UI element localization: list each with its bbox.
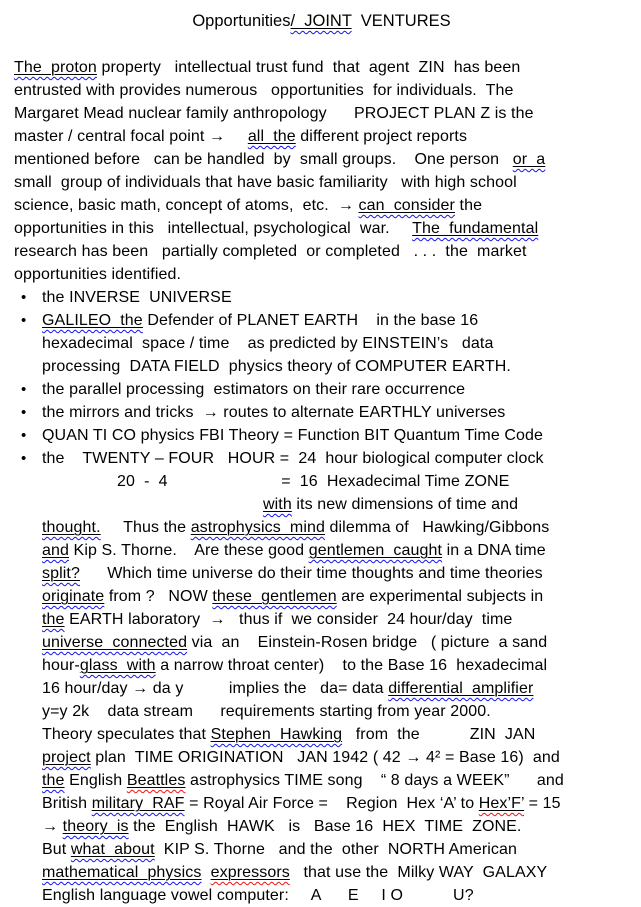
underlined-text: The fundamental (412, 220, 539, 237)
text-line (14, 769, 629, 792)
underlined-text: military RAF (91, 795, 185, 812)
text-segment: different project reports (295, 128, 468, 145)
text-line (14, 332, 629, 355)
bullet-icon: • (21, 427, 27, 444)
text-segment: Which time universe do their time thoughts and time theories (79, 565, 543, 582)
text-segment: small group of individuals that have basic familiarity with high school (14, 174, 517, 191)
text-line (14, 861, 629, 884)
grammar-underlined-text (42, 312, 143, 329)
text-segment: a narrow throat center) to the Base 16 hexadecimal (155, 657, 548, 674)
text-segment: in a DNA time (442, 542, 546, 559)
grammar-underlined-text (412, 220, 538, 237)
text-segment: British (42, 795, 92, 812)
underlined-text: the (42, 772, 65, 789)
grammar-underlined-text (359, 197, 455, 214)
text-line (14, 79, 629, 102)
text-segment: Defender of PLANET EARTH in the base 16 (142, 312, 479, 329)
text-line (14, 240, 629, 263)
text-segment: science, basic math, concept of atoms, etc. → (14, 197, 359, 214)
text-segment: the INVERSE UNIVERSE (42, 289, 232, 306)
text-segment: research has been partially completed or completed . . . the market (14, 243, 527, 260)
text-segment: from the ZIN JAN (342, 726, 536, 743)
text-segment: dilemma of Hawking/Gibbons (324, 519, 550, 536)
document-title (14, 10, 629, 33)
grammar-underlined-text (263, 496, 292, 513)
underlined-text: Stephen Hawking (210, 726, 343, 743)
underlined-text: with (263, 496, 292, 513)
underlined-text: split? (42, 565, 80, 582)
underlined-text: differential amplifier (388, 680, 534, 697)
text-segment: its new dimensions of time and (291, 496, 519, 513)
text-line (14, 792, 629, 815)
text-segment: English language vowel computer: A E I O U? (42, 887, 474, 904)
text-segment: the English HAWK is Base 16 HEX TIME ZONE. (128, 818, 522, 835)
text-segment: QUAN TI CO physics FBI Theory = Function BIT Quantum Time Code (42, 427, 544, 444)
grammar-underlined-text (309, 542, 442, 559)
bullet-line (14, 424, 629, 447)
grammar-underlined-text (42, 864, 202, 881)
text-segment: the mirrors and tricks → routes to alternate EARTHLY universes (42, 404, 506, 421)
underlined-text: can consider (358, 197, 455, 214)
grammar-underlined-text (513, 151, 546, 168)
text-segment: But (42, 841, 71, 858)
text-segment: Kip S. Thorne. Are these good (69, 542, 309, 559)
grammar-underlined-text (63, 818, 129, 835)
text-line (14, 125, 629, 148)
text-line (14, 263, 629, 286)
underlined-text: glass with (79, 657, 156, 674)
bullet-line (14, 309, 629, 332)
grammar-underlined-text (388, 680, 533, 697)
underlined-text: GALILEO the (42, 312, 143, 329)
text-segment: mentioned before can be handled by small groups. One person (14, 151, 513, 168)
grammar-underlined-text (42, 588, 104, 605)
text-segment: hour- (42, 657, 80, 674)
text-segment: astrophysics TIME song “ 8 days a WEEK” and (185, 772, 564, 789)
text-segment: = 15 (524, 795, 561, 812)
spelling-underlined-text (479, 795, 524, 812)
bullet-icon: • (21, 312, 27, 329)
text-line (14, 815, 629, 838)
text-segment: Theory speculates that (42, 726, 211, 743)
text-segment: the TWENTY – FOUR HOUR = 24 hour biological computer clock (42, 450, 544, 467)
grammar-underlined-text (14, 59, 97, 76)
bullet-line (14, 401, 629, 424)
text-segment: Thus the (100, 519, 191, 536)
underlined-text: originate (42, 588, 105, 605)
underlined-text: gentlemen caught (308, 542, 443, 559)
text-segment: KIP S. Thorne and the other NORTH American (154, 841, 518, 858)
bullet-line (14, 447, 629, 470)
text-line (14, 838, 629, 861)
text-line (14, 884, 629, 907)
spelling-underlined-text (211, 864, 290, 881)
grammar-underlined-text (42, 749, 91, 766)
bullet-icon: • (21, 381, 27, 398)
text-line (14, 631, 629, 654)
underlined-text: all the (247, 128, 296, 145)
text-line (14, 608, 629, 631)
text-segment: the (454, 197, 483, 214)
text-segment: processing DATA FIELD physics theory of COMPUTER EARTH. (42, 358, 511, 375)
text-segment: plan TIME ORIGINATION JAN 1942 ( 42 → 4² = Base 16) and (90, 749, 560, 766)
text-line (14, 194, 629, 217)
text-segment: → (42, 818, 63, 835)
grammar-underlined-text (42, 611, 65, 628)
text-segment: hexadecimal space / time as predicted by EINSTEIN’s data (42, 335, 494, 352)
bullet-icon: • (21, 450, 27, 467)
underlined-text: astrophysics mind (190, 519, 325, 536)
grammar-underlined-text (42, 634, 187, 651)
text-segment (202, 864, 211, 881)
text-line (14, 493, 629, 516)
underlined-text: what about (70, 841, 155, 858)
grammar-underlined-text (191, 519, 325, 536)
text-segment: master / central focal point → (14, 128, 248, 145)
grammar-underlined-text (290, 12, 351, 30)
text-segment: EARTH laboratory → thus if we consider 24 hour/day time (64, 611, 513, 628)
text-segment: via an Einstein-Rosen bridge ( picture a sand (187, 634, 548, 651)
grammar-underlined-text (42, 772, 65, 789)
underlined-text: or a (512, 151, 546, 168)
underlined-text: expressors (210, 864, 290, 881)
text-line (14, 746, 629, 769)
bullet-icon: • (21, 404, 27, 421)
text-segment: VENTURES (351, 12, 451, 30)
underlined-text: The proton (14, 59, 97, 76)
text-segment: opportunities identified. (14, 266, 182, 283)
underlined-text: Hex’F’ (478, 795, 525, 812)
grammar-underlined-text (211, 726, 342, 743)
grammar-underlined-text (42, 542, 69, 559)
bullet-line (14, 286, 629, 309)
text-segment: the parallel processing estimators on their rare occurrence (42, 381, 466, 398)
text-line (14, 723, 629, 746)
text-segment: are experimental subjects in (336, 588, 544, 605)
text-line (14, 539, 629, 562)
grammar-underlined-text (212, 588, 336, 605)
text-segment: = Royal Air Force = Region Hex ‘A’ to (184, 795, 479, 812)
underlined-text: and (42, 542, 69, 559)
bullet-icon: • (21, 289, 27, 306)
spelling-underlined-text (127, 772, 186, 789)
text-segment: from ? NOW (104, 588, 213, 605)
text-line (14, 470, 629, 493)
underlined-text: Beattles (126, 772, 186, 789)
grammar-underlined-text (92, 795, 185, 812)
underlined-text: mathematical physics (42, 864, 202, 881)
underlined-text: these gentlemen (212, 588, 337, 605)
text-segment: 16 hour/day → da y implies the da= data (42, 680, 389, 697)
text-segment: entrusted with provides numerous opportunities for individuals. The (14, 82, 514, 99)
grammar-underlined-text (248, 128, 296, 145)
underlined-text: universe connected (42, 634, 188, 651)
bullet-line (14, 378, 629, 401)
text-line (14, 654, 629, 677)
text-segment: 20 - 4 = 16 Hexadecimal Time ZONE (117, 473, 510, 490)
text-line (14, 148, 629, 171)
underlined-text: project (42, 749, 91, 766)
text-segment: English (64, 772, 127, 789)
text-segment: property intellectual trust fund that agent ZIN has been (96, 59, 521, 76)
text-segment: opportunities in this intellectual, psychological war. (14, 220, 413, 237)
text-line (14, 102, 629, 125)
underlined-text: theory is (62, 818, 129, 835)
grammar-underlined-text (80, 657, 156, 674)
text-segment: that use the Milky WAY GALAXY (289, 864, 548, 881)
underlined-text: / JOINT (290, 12, 352, 30)
text-line (14, 355, 629, 378)
text-segment: Margaret Mead nuclear family anthropology PROJECT PLAN Z is the (14, 105, 534, 122)
text-line (14, 562, 629, 585)
document-body (14, 56, 629, 907)
text-line (14, 677, 629, 700)
text-line (14, 585, 629, 608)
underlined-text: the (42, 611, 65, 628)
grammar-underlined-text (42, 519, 101, 536)
grammar-underlined-text (42, 565, 80, 582)
text-line (14, 516, 629, 539)
text-segment: y=y 2k data stream requirements starting from year 2000. (42, 703, 491, 720)
text-line (14, 56, 629, 79)
grammar-underlined-text (71, 841, 155, 858)
text-segment: Opportunities (192, 12, 291, 30)
text-line (14, 217, 629, 240)
text-line (14, 700, 629, 723)
underlined-text: thought. (42, 519, 101, 536)
text-line (14, 171, 629, 194)
